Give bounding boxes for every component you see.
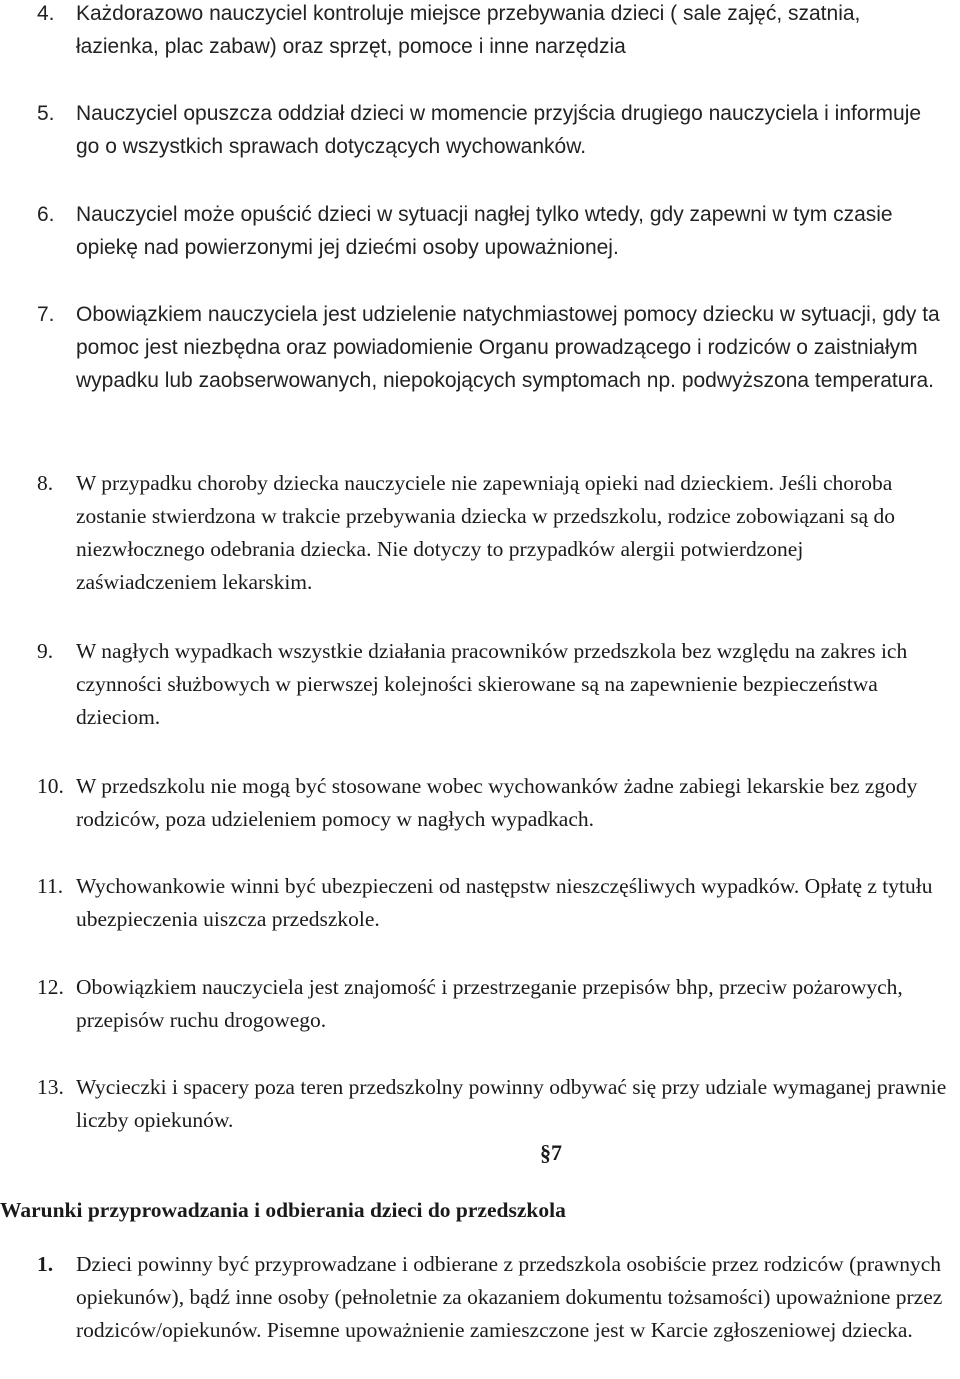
item-number: 12.: [37, 975, 64, 999]
list-item-5: [37, 97, 949, 163]
item-number: 6.: [37, 203, 55, 226]
item-number: 4.: [37, 2, 55, 25]
item-number: 8.: [37, 471, 54, 495]
item-text: Każdorazowo nauczyciel kontroluje miejsce przebywania dzieci ( sale zajęć, szatnia, łazienka, plac zabaw) oraz sprzęt, pomoce i inne narzędzia: [76, 2, 861, 58]
item-text: W przypadku choroby dziecka nauczyciele nie zapewniają opieki nad dzieckiem. Jeśli choroba zostanie stwierdzona w trakcie przebywania dziecka w przedszkolu, rodzice zobowiązani są do niezwłocznego odebrania dziecka. Nie dotyczy to przypadków alergii potwierdzonej zaświadczeniem lekarskim.: [76, 471, 896, 594]
list-item-8: [37, 467, 949, 599]
item-number: 10.: [37, 774, 64, 798]
item-text: Dzieci powinny być przyprowadzane i odbierane z przedszkola osobiście przez rodziców (prawnych opiekunów), bądź inne osoby (pełnoletnie za okazaniem dokumentu tożsamości) upoważnione przez rodziców/opiekunów. Pisemne upoważnienie zamieszczone jest w Karcie zgłoszeniowej dziecka.: [76, 1252, 943, 1342]
item-text: Wychowankowie winni być ubezpieczeni od następstw nieszczęśliwych wypadków. Opłatę z tytułu ubezpieczenia uiszcza przedszkole.: [76, 874, 933, 931]
item-text: Nauczyciel opuszcza oddział dzieci w momencie przyjścia drugiego nauczyciela i informuje go o wszystkich sprawach dotyczących wychowanków.: [76, 102, 922, 158]
item-number: 13.: [37, 1075, 64, 1099]
list-item-13: [37, 1071, 949, 1137]
item-text: Wycieczki i spacery poza teren przedszkolny powinny odbywać się przy udziale wymaganej prawnie liczby opiekunów.: [76, 1075, 947, 1132]
list-item-10: [37, 770, 949, 836]
item-text: W przedszkolu nie mogą być stosowane wobec wychowanków żadne zabiegi lekarskie bez zgody rodziców, poza udzieleniem pomocy w nagłych wypadkach.: [76, 774, 918, 831]
list-item-9: [37, 635, 949, 734]
list-item-11: [37, 870, 949, 936]
item-number: 11.: [37, 874, 64, 898]
item-text: Obowiązkiem nauczyciela jest udzielenie natychmiastowej pomocy dziecku w sytuacji, gdy ta pomoc jest niezbędna oraz powiadomienie Organu prowadzącego i rodziców o zaistniałym wypadku lub zaobserwowanych, niepokojących symptomach np. podwyższona temperatura.: [76, 303, 940, 392]
item-text: W nagłych wypadkach wszystkie działania pracowników przedszkola bez względu na zakres ich czynności służbowych w pierwszej kolejności skierowane są na zapewnienie bezpieczeństwa dzieciom.: [76, 639, 908, 729]
list-item-4: [37, 0, 949, 63]
item-number: 5.: [37, 102, 55, 125]
item-text: Nauczyciel może opuścić dzieci w sytuacji nagłej tylko wtedy, gdy zapewni w tym czasie opiekę nad powierzonymi jej dziećmi osoby upoważnionej.: [76, 203, 893, 259]
item-number: 1.: [37, 1252, 54, 1276]
section-list-item-1: [37, 1248, 949, 1347]
list-item-12: [37, 971, 949, 1037]
section-title: Warunki przyprowadzania i odbierania dzieci do przedszkola: [0, 1198, 566, 1222]
section-mark: §7: [540, 1140, 562, 1165]
list-item-7: [37, 298, 949, 397]
list-item-6: [37, 198, 949, 264]
item-text: Obowiązkiem nauczyciela jest znajomość i przestrzeganie przepisów bhp, przeciw pożarowych, przepisów ruchu drogowego.: [76, 975, 903, 1032]
item-number: 9.: [37, 639, 54, 663]
item-number: 7.: [37, 303, 55, 326]
